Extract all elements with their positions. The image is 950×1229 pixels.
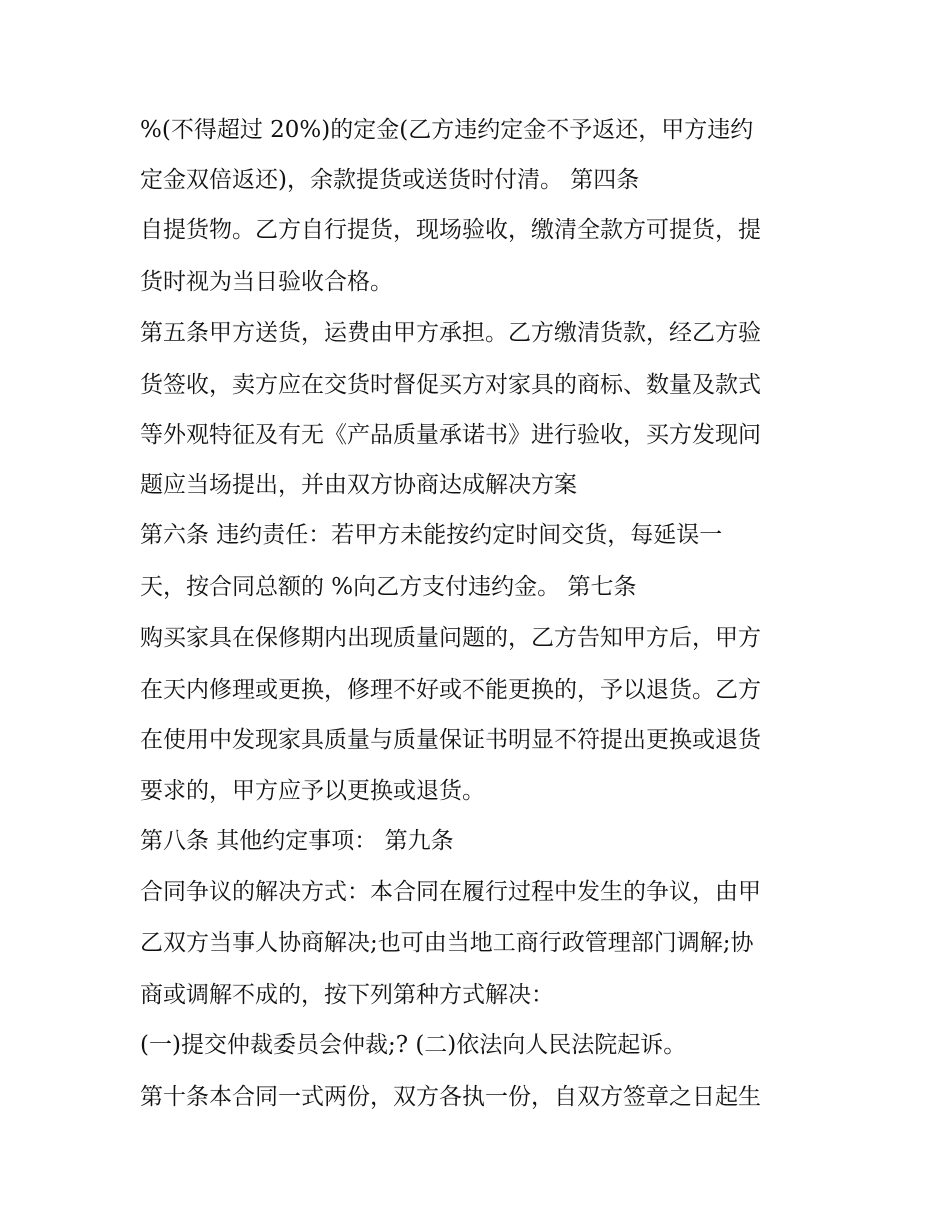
text-line: 第八条 其他约定事项： 第九条 <box>140 828 454 854</box>
text-line: 货签收，卖方应在交货时督促买方对家具的商标、数量及款式 <box>140 372 761 398</box>
text-line: %(不得超过 20%)的定金(乙方违约定金不予返还，甲方违约 <box>140 117 754 143</box>
text-line: 等外观特征及有无《产品质量承诺书》进行验收，买方发现问 <box>140 422 761 448</box>
text-line: (一)提交仲裁委员会仲裁;? (二)依法向人民法院起诉。 <box>140 1032 687 1058</box>
text-line: 题应当场提出，并由双方协商达成解决方案 <box>140 472 577 498</box>
text-line: 第五条甲方送货，运费由甲方承担。乙方缴清货款，经乙方验 <box>140 320 761 346</box>
text-line: 天，按合同总额的 %向乙方支付违约金。 第七条 <box>140 574 637 600</box>
text-line: 货时视为当日验收合格。 <box>140 269 393 295</box>
text-line: 乙双方当事人协商解决;也可由当地工商行政管理部门调解;协 <box>140 930 754 956</box>
text-line: 自提货物。乙方自行提货，现场验收，缴清全款方可提货，提 <box>140 217 761 243</box>
text-line: 在天内修理或更换，修理不好或不能更换的，予以退货。乙方 <box>140 677 761 703</box>
text-line: 商或调解不成的，按下列第种方式解决： <box>140 982 554 1008</box>
text-line: 合同争议的解决方式：本合同在履行过程中发生的争议，由甲 <box>140 879 761 905</box>
text-line: 第十条本合同一式两份，双方各执一份，自双方签章之日起生 <box>140 1084 761 1110</box>
text-line: 要求的，甲方应予以更换或退货。 <box>140 778 485 804</box>
text-line: 在使用中发现家具质量与质量保证书明显不符提出更换或退货 <box>140 727 761 753</box>
text-line: 购买家具在保修期内出现质量问题的，乙方告知甲方后，甲方 <box>140 625 761 651</box>
text-line: 第六条 违约责任：若甲方未能按约定时间交货，每延误一 <box>140 522 723 548</box>
text-line: 定金双倍返还)，余款提货或送货时付清。 第四条 <box>140 167 640 193</box>
